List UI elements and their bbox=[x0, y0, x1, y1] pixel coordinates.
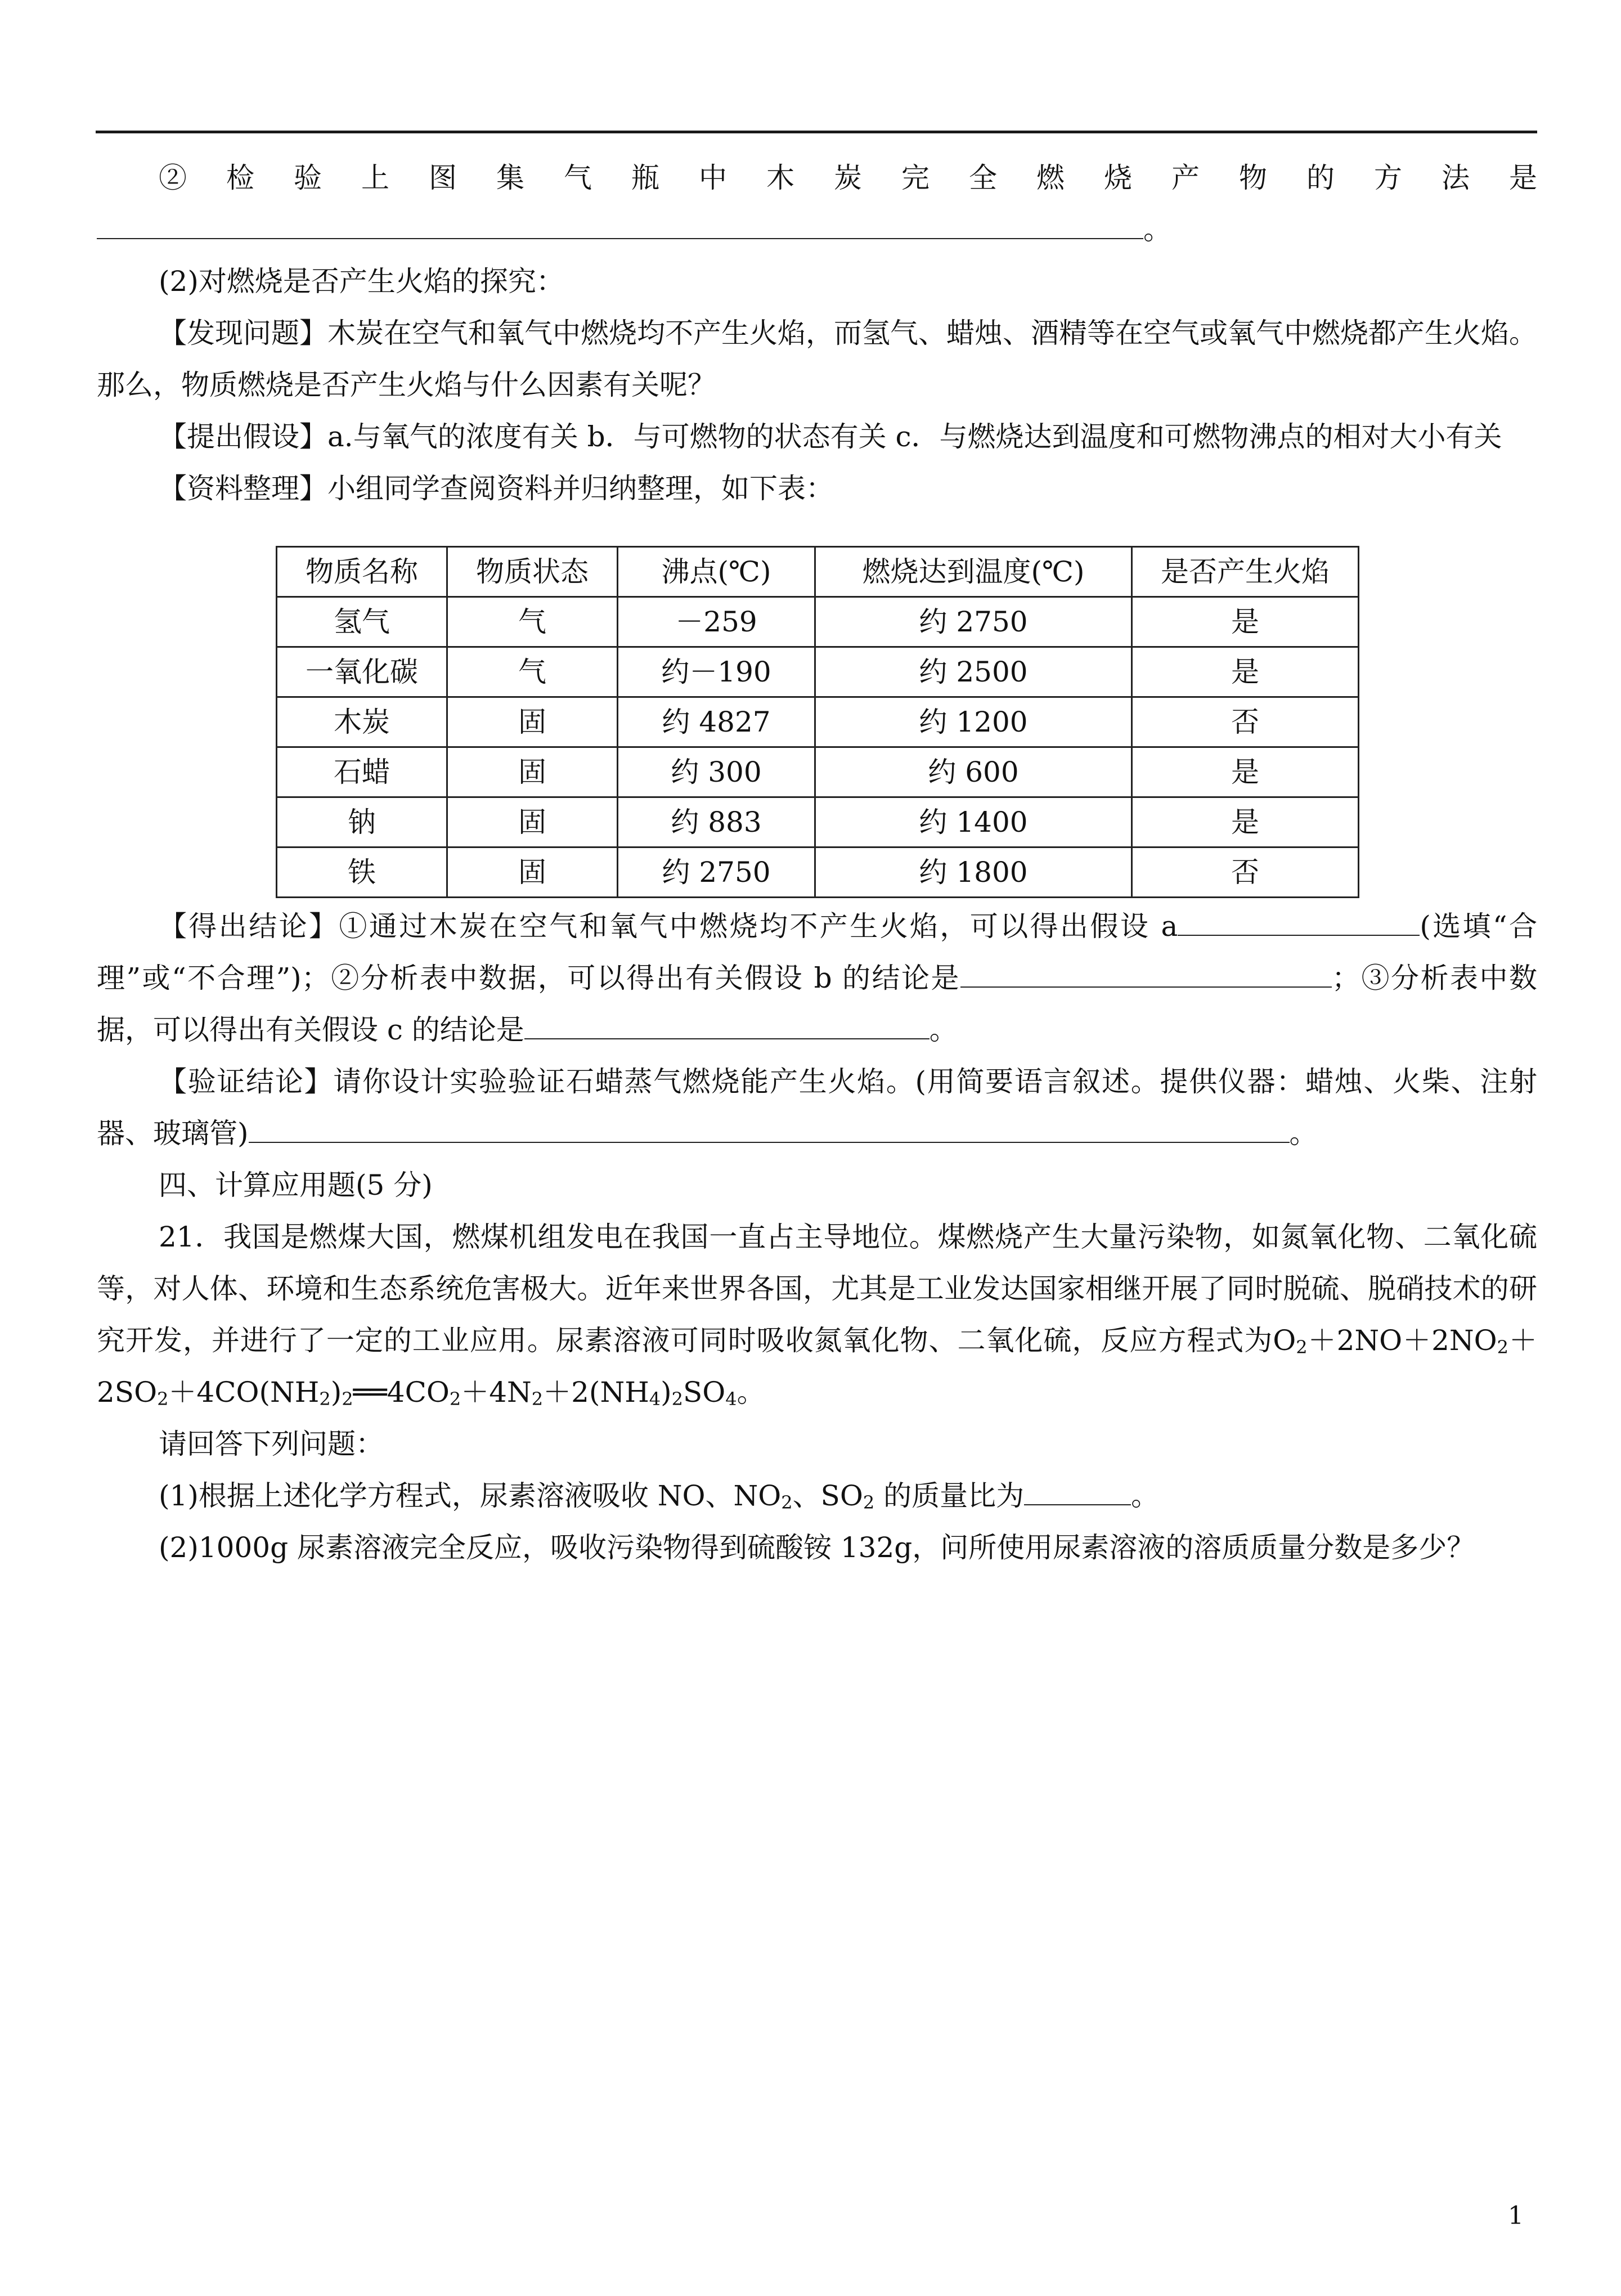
subscript: 2 bbox=[342, 1388, 353, 1410]
data-table bbox=[276, 546, 1359, 898]
table-header-cell: 沸点(℃) bbox=[618, 547, 815, 597]
table-row bbox=[277, 847, 1359, 898]
table-row bbox=[277, 647, 1359, 697]
table-cell: 是 bbox=[1132, 597, 1359, 647]
section-4-title: 四、计算应用题(5 分) bbox=[159, 1169, 433, 1201]
subscript: 2 bbox=[863, 1492, 875, 1513]
table-row bbox=[277, 797, 1359, 847]
table-cell: 固 bbox=[447, 697, 618, 747]
table-cell: 石蜡 bbox=[277, 747, 447, 797]
table-cell: 是 bbox=[1132, 747, 1359, 797]
sub-question-text: 的质量比为 bbox=[874, 1479, 1025, 1512]
discover-paragraph: 【发现问题】木炭在空气和氧气中燃烧均不产生火焰，而氢气、蜡烛、酒精等在空气或氧气中燃烧都产生火焰。那么，物质燃烧是否产生火焰与什么因素有关呢？ bbox=[97, 317, 1537, 401]
equation-text: ══4CO bbox=[353, 1376, 450, 1409]
answer-blank-verify[interactable] bbox=[249, 1136, 1290, 1143]
table-cell: 约 600 bbox=[815, 747, 1132, 797]
table-cell: 约 1400 bbox=[815, 797, 1132, 847]
page-number: 1 bbox=[1508, 2201, 1524, 2230]
table-cell: 约 1800 bbox=[815, 847, 1132, 898]
answer-blank-hypothesis-c[interactable] bbox=[524, 1033, 930, 1039]
answer-blank-hypothesis-a[interactable] bbox=[1178, 929, 1420, 936]
table-cell: 固 bbox=[447, 847, 618, 898]
table-cell: 是 bbox=[1132, 647, 1359, 697]
table-header-cell: 是否产生火焰 bbox=[1132, 547, 1359, 597]
subscript: 4 bbox=[725, 1388, 737, 1410]
question-21-paragraph bbox=[97, 1211, 1537, 1418]
subscript: 4 bbox=[649, 1388, 661, 1410]
table-cell: 约 2750 bbox=[815, 597, 1132, 647]
punct: 。 bbox=[1289, 1117, 1318, 1150]
answer-blank-hypothesis-b[interactable] bbox=[960, 981, 1332, 988]
sub-question-text: 、SO bbox=[792, 1479, 863, 1512]
table-cell: －259 bbox=[618, 597, 815, 647]
table-row bbox=[277, 747, 1359, 797]
sub-question-2: (2)1000g 尿素溶液完全反应，吸收污染物得到硫酸铵 132g，问所使用尿素溶液的溶质质量分数是多少？ bbox=[159, 1531, 1475, 1564]
subscript: 2 bbox=[1497, 1337, 1509, 1358]
equation-text: ) bbox=[330, 1376, 342, 1409]
table-cell: 约 2500 bbox=[815, 647, 1132, 697]
punct: 。 bbox=[1143, 213, 1171, 246]
table-cell: 气 bbox=[447, 647, 618, 697]
conclusion-text: (选填“合理”或“不合理”)；②分析表中数据，可以得出有关假设 b 的结论是 bbox=[97, 910, 1537, 994]
table-cell: 是 bbox=[1132, 797, 1359, 847]
data-intro-paragraph: 【资料整理】小组同学查阅资料并归纳整理，如下表： bbox=[159, 472, 834, 505]
table-cell: 约 883 bbox=[618, 797, 815, 847]
table-header-cell: 燃烧达到温度(℃) bbox=[815, 547, 1132, 597]
table-header-cell: 物质状态 bbox=[447, 547, 618, 597]
table-cell: 约－190 bbox=[618, 647, 815, 697]
sub-question-1 bbox=[97, 1470, 1537, 1522]
equation-text: ＋2(NH bbox=[543, 1376, 649, 1409]
header-rule bbox=[96, 131, 1537, 133]
conclusion-text: ；③分析表中数据，可以得出有关假设 c 的结论是 bbox=[97, 962, 1538, 1046]
document-body bbox=[97, 152, 1537, 1573]
equation-text: SO bbox=[683, 1376, 726, 1409]
equation-text: ＋2NO＋2NO bbox=[1307, 1324, 1497, 1357]
sub-question-text: (1)根据上述化学方程式，尿素溶液吸收 NO、NO bbox=[159, 1479, 782, 1512]
table-cell: 约 1200 bbox=[815, 697, 1132, 747]
answer-blank-mass-ratio[interactable] bbox=[1024, 1499, 1131, 1505]
table-row bbox=[277, 597, 1359, 647]
equation-text: ＋2SO bbox=[97, 1324, 1538, 1409]
subscript: 2 bbox=[449, 1388, 461, 1410]
verify-paragraph bbox=[97, 1056, 1537, 1159]
table-cell: 气 bbox=[447, 597, 618, 647]
equation-text: O bbox=[1273, 1324, 1296, 1357]
table-cell: 约 300 bbox=[618, 747, 815, 797]
subscript: 2 bbox=[531, 1388, 544, 1410]
part-2-title: (2)对燃烧是否产生火焰的探究： bbox=[159, 265, 564, 298]
question-2-answer-line bbox=[97, 204, 1537, 255]
subscript: 2 bbox=[671, 1388, 684, 1410]
table-cell: 一氧化碳 bbox=[277, 647, 447, 697]
data-table-wrapper bbox=[276, 546, 1537, 898]
table-cell: 固 bbox=[447, 747, 618, 797]
ask-line: 请回答下列问题： bbox=[159, 1428, 384, 1460]
question-21-text: 21．我国是燃煤大国，燃煤机组发电在我国一直占主导地位。煤燃烧产生大量污染物，如氮氧化物、二氧化硫等，对人体、环境和生态系统危害极大。近年来世界各国，尤其是工业发达国家相继开展了同时脱硫、脱硝技术的研究开发，并进行了一定的工业应用。尿素溶液可同时吸收氮氧化物、二氧化硫，反应方程式为 bbox=[97, 1221, 1537, 1357]
table-cell: 木炭 bbox=[277, 697, 447, 747]
subscript: 2 bbox=[781, 1492, 793, 1513]
punct: 。 bbox=[929, 1014, 958, 1046]
table-header-row bbox=[277, 547, 1359, 597]
table-row bbox=[277, 697, 1359, 747]
punct: 。 bbox=[737, 1376, 765, 1409]
table-cell: 否 bbox=[1132, 697, 1359, 747]
table-cell: 钠 bbox=[277, 797, 447, 847]
table-header-cell: 物质名称 bbox=[277, 547, 447, 597]
hypothesis-paragraph: 【提出假设】a.与氧气的浓度有关 b．与可燃物的状态有关 c．与燃烧达到温度和可燃物沸点的相对大小有关 bbox=[159, 420, 1502, 453]
equation-text: ) bbox=[661, 1376, 672, 1409]
table-cell: 约 4827 bbox=[618, 697, 815, 747]
table-cell: 铁 bbox=[277, 847, 447, 898]
question-2-text: ② 检 验 上 图 集 气 瓶 中 木 炭 完 全 燃 烧 产 物 的 方 法 是 bbox=[159, 162, 1537, 194]
table-cell: 否 bbox=[1132, 847, 1359, 898]
table-cell: 固 bbox=[447, 797, 618, 847]
equation-text: ＋4N bbox=[461, 1376, 532, 1409]
conclusion-paragraph bbox=[97, 900, 1537, 1056]
equation-text: ＋4CO(NH bbox=[168, 1376, 320, 1409]
answer-blank-method[interactable] bbox=[97, 232, 1143, 239]
table-cell: 氢气 bbox=[277, 597, 447, 647]
verify-text: 【验证结论】请你设计实验验证石蜡蒸气燃烧能产生火焰。(用简要语言叙述。提供仪器：蜡烛、火柴、注射器、玻璃管) bbox=[97, 1065, 1537, 1150]
table-cell: 约 2750 bbox=[618, 847, 815, 898]
subscript: 2 bbox=[157, 1388, 169, 1410]
subscript: 2 bbox=[1296, 1337, 1308, 1358]
punct: 。 bbox=[1131, 1479, 1160, 1512]
subscript: 2 bbox=[319, 1388, 331, 1410]
conclusion-text: 【得出结论】①通过木炭在空气和氧气中燃烧均不产生火焰，可以得出假设 a bbox=[159, 910, 1178, 943]
question-2-line bbox=[97, 152, 1537, 204]
